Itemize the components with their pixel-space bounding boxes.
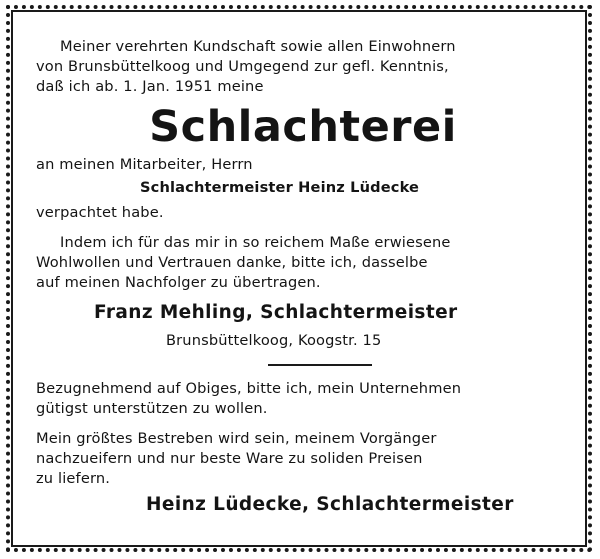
thanks-line-1: Indem ich für das mir in so reichem Maße erwiesene xyxy=(60,234,451,251)
reply-line-1: Bezugnehmend auf Obiges, bitte ich, mein Unternehmen xyxy=(36,380,462,397)
goal-line-2: nachzueifern und nur beste Ware zu soliden Preisen xyxy=(36,450,423,467)
mitarbeiter-line: an meinen Mitarbeiter, Herrn xyxy=(36,156,253,173)
intro-line-3: daß ich ab. 1. Jan. 1951 meine xyxy=(36,78,264,95)
signature-heinz-luedecke: Heinz Lüdecke, Schlachtermeister xyxy=(146,494,514,515)
address: Brunsbüttelkoog, Koogstr. 15 xyxy=(166,332,382,349)
goal-line-3: zu liefern. xyxy=(36,470,111,487)
thanks-line-2: Wohlwollen und Vertrauen danke, bitte ich, dasselbe xyxy=(36,254,428,271)
new-owner-name: Schlachtermeister Heinz Lüdecke xyxy=(140,179,420,196)
verpachtet-line: verpachtet habe. xyxy=(36,204,164,221)
intro-line-2: von Brunsbüttelkoog und Umgegend zur gefl. Kenntnis, xyxy=(36,58,449,75)
headline: Schlachterei xyxy=(149,102,457,152)
signature-franz-mehling: Franz Mehling, Schlachtermeister xyxy=(94,302,458,323)
divider-rule xyxy=(268,364,372,366)
goal-line-1: Mein größtes Bestreben wird sein, meinem Vorgänger xyxy=(36,430,437,447)
thanks-line-3: auf meinen Nachfolger zu übertragen. xyxy=(36,274,321,291)
intro-line-1: Meiner verehrten Kundschaft sowie allen Einwohnern xyxy=(60,38,456,55)
reply-line-2: gütigst unterstützen zu wollen. xyxy=(36,400,268,417)
